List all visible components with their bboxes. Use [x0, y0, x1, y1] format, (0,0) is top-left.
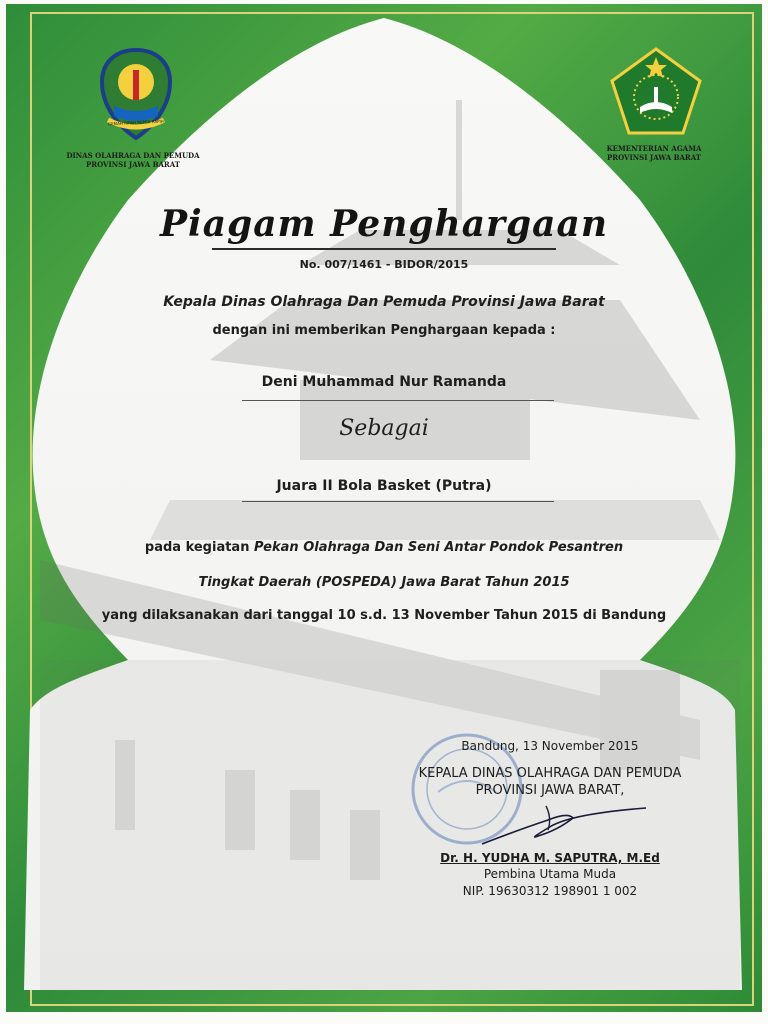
left-caption-line1: DINAS OLAHRAGA DAN PEMUDA — [66, 151, 200, 160]
signer-rank: Pembina Utama Muda — [483, 867, 617, 881]
title-underline — [212, 248, 556, 250]
right-emblem-caption — [584, 144, 724, 162]
place-date: Bandung, 13 November 2015 — [461, 739, 639, 753]
left-emblem-caption — [58, 151, 208, 169]
award-underline — [242, 501, 554, 502]
issuer-line: Kepala Dinas Olahraga Dan Pemuda Provinsi Jawa Barat — [163, 294, 605, 310]
west-java-emblem-icon — [94, 46, 178, 142]
office-title-line2: PROVINSI JAWA BARAT, — [475, 783, 625, 798]
as-label: Sebagai — [339, 416, 429, 441]
signer-name: Dr. H. YUDHA M. SAPUTRA, M.Ed — [440, 851, 660, 865]
handwritten-signature-icon — [478, 800, 648, 850]
event-prefix: pada kegiatan — [144, 540, 254, 555]
recipient-underline — [242, 400, 554, 401]
right-caption-line2: PROVINSI JAWA BARAT — [606, 153, 702, 162]
certificate-title: Piagam Penghargaan — [159, 203, 608, 245]
left-caption-line2: PROVINSI JAWA BARAT — [85, 160, 181, 169]
event-dates-line: yang dilaksanakan dari tanggal 10 s.d. 13 November Tahun 2015 di Bandung — [101, 608, 667, 623]
event-line-2: Tingkat Daerah (POSPEDA) Jawa Barat Tahun 2015 — [198, 575, 570, 590]
certificate-number: No. 007/1461 - BIDOR/2015 — [299, 258, 469, 271]
ministry-religion-emblem-icon — [610, 47, 702, 135]
office-title-line1: KEPALA DINAS OLAHRAGA DAN PEMUDA — [418, 766, 682, 781]
svg-text:GEMAH RIPAH REPEH RAPIH: GEMAH RIPAH REPEH RAPIH — [107, 118, 164, 127]
award-title: Juara II Bola Basket (Putra) — [276, 478, 492, 494]
event-line-1 — [0, 540, 768, 555]
recipient-name: Deni Muhammad Nur Ramanda — [261, 374, 507, 390]
event-name: Pekan Olahraga Dan Seni Antar Pondok Pesantren — [254, 540, 624, 555]
grant-line: dengan ini memberikan Penghargaan kepada : — [212, 323, 556, 338]
signer-nip: NIP. 19630312 198901 1 002 — [462, 884, 638, 898]
right-caption-line1: KEMENTERIAN AGAMA — [606, 144, 702, 153]
